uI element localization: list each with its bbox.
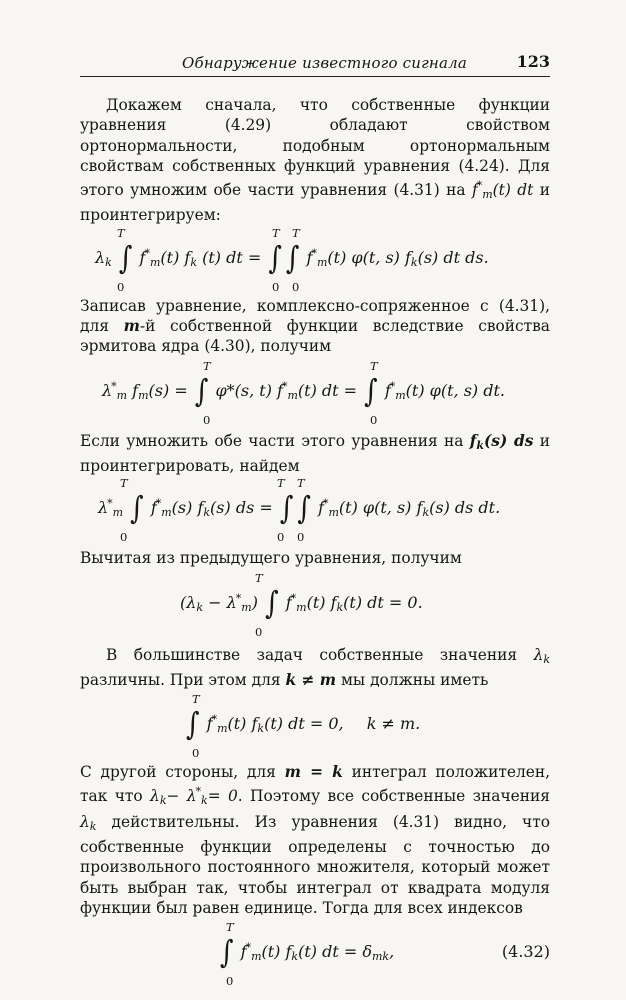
equation-number: (4.32) [501,942,550,962]
equation-5: T 0 ∫ $f^*_m(t)$ $f_k(t)$ dt = 0, k ≠ m. [186,692,421,761]
equation-6: T 0 ∫ $f^*_m(t)$ $f_k(t)$ dt = $\delta_{mk}$, (4.32) [220,920,550,989]
paragraph-1: Докажем сначала, что собственные функции уравнения (4.29) обладают свойством ортонормальности, подобным ортонормальным свойствам собственных функций уравнения (4.24). Для этого умножим обе части уравнения (4.31) на $f^*_m(t)$ dt и проинтегрируем: [80,96,550,225]
paragraph-2: Записав уравнение, комплексно-сопряженное с (4.31), для m-й собственной функции вследствие свойства эрмитова ядра (4.30), получим [80,296,550,356]
equation-2: T 0 T 0 $\lambda^*_m$ $f_m(s)$ = ∫ φ*(s, t) $f^*_m(t)$ dt = ∫ $f^*_m(t)$ φ(t, s) dt. [102,358,506,427]
equation-3: T 0 T 0 T 0 $\lambda^*_m$ ∫ $f^*_m(s)$ $f_k(s)$ ds = ∫ ∫ $f^*_m(t)$ φ(t, s) $f_k(s)$ ds dt. [98,476,501,545]
running-title: Обнаружение известного сигнала [182,54,468,72]
paragraph-5: В большинстве задач собственные значения $\lambda_k$ различны. При этом для k ≠ m мы должны иметь [80,645,550,689]
page-number: 123 [516,52,550,71]
paragraph-3: Если умножить обе части этого уравнения на $f_k(s)$ ds и проинтегрировать, найдем [80,431,550,475]
inline-formula-fk-ds: $f_k(s)$ ds [469,431,534,452]
inline-formula-fm-dt: $f^*_m(t)$ dt [472,179,534,202]
book-page [80,50,550,990]
paragraph-4: Вычитая из предыдущего уравнения, получим [80,549,462,568]
equation-4: T 0 $(\lambda_k - \lambda^*_m)$ ∫ $f^*_m(t)$ $f_k(t)$ dt = 0. [180,570,423,639]
running-header [80,50,550,77]
equation-1: T 0 T 0 T 0 $\lambda_k$ ∫ $f^*_m(t)$ $f_k$ (t) dt = ∫ ∫ $f^*_m(t)$ φ(t, s) $f_k(s)$ dt ds. [95,225,489,294]
paragraph-6: С другой стороны, для m = k интеграл положителен, так что $\lambda_k- \lambda^*_k= 0$. Поэтому все собственные значения $\lambda_k$ действительны. Из уравнения (4.31) видно, что собственные функции определены с точностью до произвольного постоянного множителя, который может быть выбран так, чтобы интеграл от квадрата модуля функции был равен единице. Тогда для всех индексов [80,763,550,917]
